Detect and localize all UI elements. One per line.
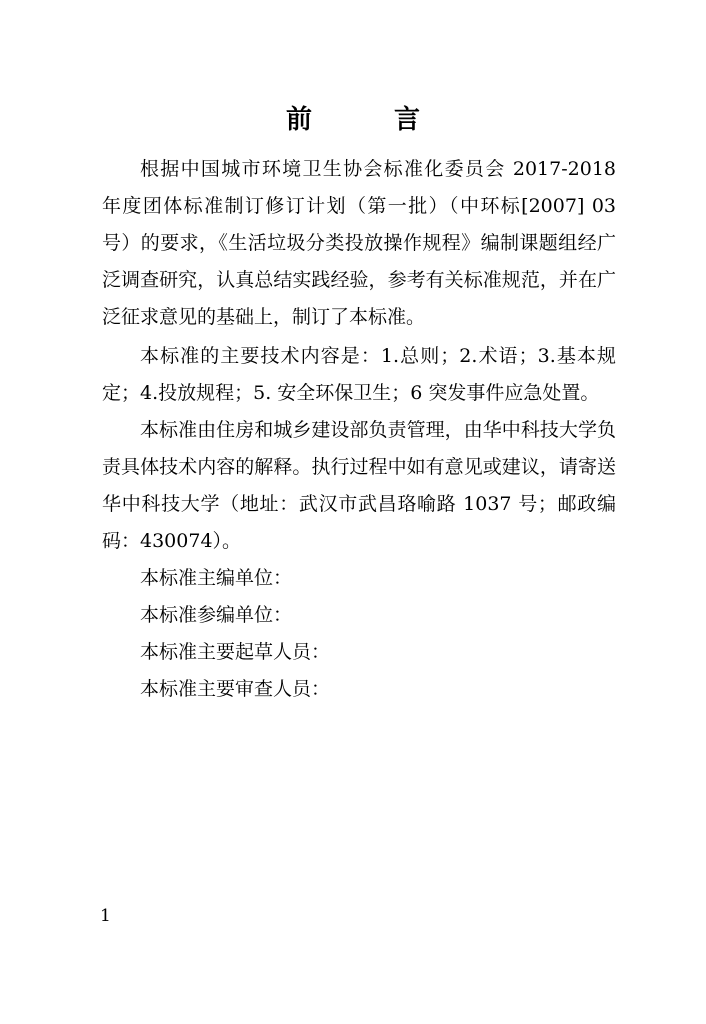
- paragraph-chief-editor-unit: 本标准主编单位：: [140, 567, 293, 589]
- paragraph-drafters: 本标准主要起草人员：: [140, 641, 331, 663]
- paragraph-background: 根据中国城市环境卫生协会标准化委员会 2017-2018 年度团体标准制订修订计划（第一批）（中环标[2007] 03 号）的要求，《生活垃圾分类投放操作规程》编制课题组经广泛调查研究，认真总结实践经验，参考有关标准规范，并在广泛征求意见的基础上，制订了本标准。: [102, 158, 616, 328]
- document-body: [102, 151, 616, 708]
- paragraph-reviewers: 本标准主要审查人员：: [140, 678, 331, 700]
- paragraph-management: 本标准由住房和城乡建设部负责管理，由华中科技大学负责具体技术内容的解释。执行过程中如有意见或建议，请寄送华中科技大学（地址：武汉市武昌珞喻路 1037 号；邮政编码：430074）。: [102, 419, 616, 552]
- page-number: 1: [100, 906, 111, 926]
- page-title: 前 言: [285, 105, 448, 135]
- paragraph-participating-unit: 本标准参编单位：: [140, 604, 293, 626]
- paragraph-technical-content: 本标准的主要技术内容是：1.总则；2.术语；3.基本规定；4.投放规程；5. 安全环保卫生；6 突发事件应急处置。: [102, 345, 616, 404]
